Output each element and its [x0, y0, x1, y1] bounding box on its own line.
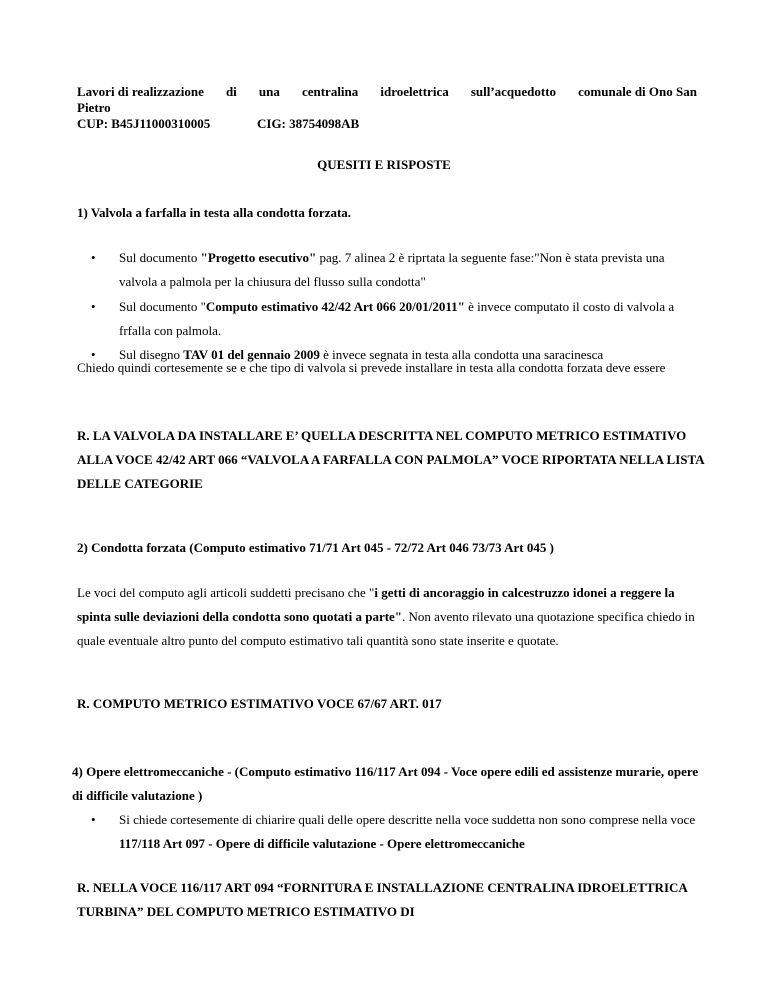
cig-code: CIG: 38754098AB — [257, 116, 360, 131]
header-word: Lavori di realizzazione — [77, 84, 204, 99]
bullet-icon: • — [91, 347, 96, 362]
header-word: centralina — [301, 84, 359, 99]
bullet-text: Sul documento — [119, 250, 201, 265]
bullet-text: è invece segnata in testa alla condotta una saracinesca — [319, 347, 604, 362]
header-word: comunale di Ono San — [578, 84, 697, 99]
header-word: una — [258, 84, 280, 99]
bullet-text: Si chiede cortesemente di chiarire quali delle opere descritte nella voce suddetta non sono comprese nella voce — [119, 812, 696, 827]
bullet-text: Sul disegno — [119, 347, 184, 362]
bullet-icon: • — [91, 250, 96, 265]
header-line-1 — [77, 84, 697, 100]
header-word: di — [225, 84, 237, 99]
body-text: . Non avento rilevato una quotazione specifica chiedo in quale eventuale altro punto del computo estimativo tali quantità sono state inserite e quotate. — [77, 609, 695, 648]
answer-2: R. COMPUTO METRICO ESTIMATIVO VOCE 67/67 ART. 017 — [77, 696, 442, 711]
bullet-text: Sul documento " — [119, 299, 206, 314]
bullet-text: è invece computato il costo di valvola a frfalla con palmola. — [119, 299, 675, 338]
document-title: QUESITI E RISPOSTE — [317, 157, 451, 172]
bullet-icon: • — [91, 299, 96, 314]
question-2-heading: 2) Condotta forzata (Computo estimativo 71/71 Art 045 - 72/72 Art 046 73/73 Art 045 ) — [77, 540, 554, 555]
list-item — [91, 808, 696, 856]
question-1-heading: 1) Valvola a farfalla in testa alla condotta forzata. — [77, 205, 352, 220]
body-text: Le voci del computo agli articoli suddetti precisano che " — [77, 585, 375, 600]
header-word: sull’acquedotto — [470, 84, 557, 99]
bullet-bold-text: "Progetto esecutivo" — [200, 250, 317, 265]
body-bold-text: i getti di ancoraggio in calcestruzzo idonei a reggere la spinta sulle deviazioni della condotta sono quotati a parte" — [77, 585, 675, 624]
header-word: idroelettrica — [380, 84, 449, 99]
bullet-bold-text: Computo estimativo 42/42 Art 066 20/01/2011" — [205, 299, 465, 314]
answer-4: R. NELLA VOCE 116/117 ART 094 “FORNITURA E INSTALLAZIONE CENTRALINA IDROELETTRICA TURBINA” DEL COMPUTO METRICO ESTIMATIVO DI — [77, 880, 688, 919]
question-4-heading: 4) Opere elettromeccaniche - (Computo estimativo 116/117 Art 094 - Voce opere edili ed assistenze murarie, opere di difficile valutazione ) — [72, 764, 699, 803]
question-2-body — [77, 581, 697, 653]
bullet-bold-text: TAV 01 del gennaio 2009 — [183, 347, 320, 362]
bullet-bold-text: 117/118 Art 097 - Opere di difficile valutazione - Opere elettromeccaniche — [119, 836, 525, 851]
list-item — [91, 246, 696, 294]
answer-1: R. LA VALVOLA DA INSTALLARE E’ QUELLA DESCRITTA NEL COMPUTO METRICO ESTIMATIVO ALLA VOCE 42/42 ART 066 “VALVOLA A FARFALLA CON PALMOLA” VOCE RIPORTATA NELLA LISTA DELLE CATEGORIE — [77, 428, 704, 491]
list-item — [91, 295, 696, 343]
header-line-2: Pietro — [77, 100, 111, 115]
bullet-text: pag. 7 alinea 2 è riprtata la seguente fase:"Non è stata prevista una valvola a palmola per la chiusura del flusso sulla condotta" — [119, 250, 665, 289]
cup-code: CUP: B45J11000310005 — [77, 116, 211, 131]
bullet-icon: • — [91, 812, 96, 827]
question-1-closing: Chiedo quindi cortesemente se e che tipo di valvola si prevede installare in testa alla condotta forzata deve essere — [77, 360, 666, 375]
